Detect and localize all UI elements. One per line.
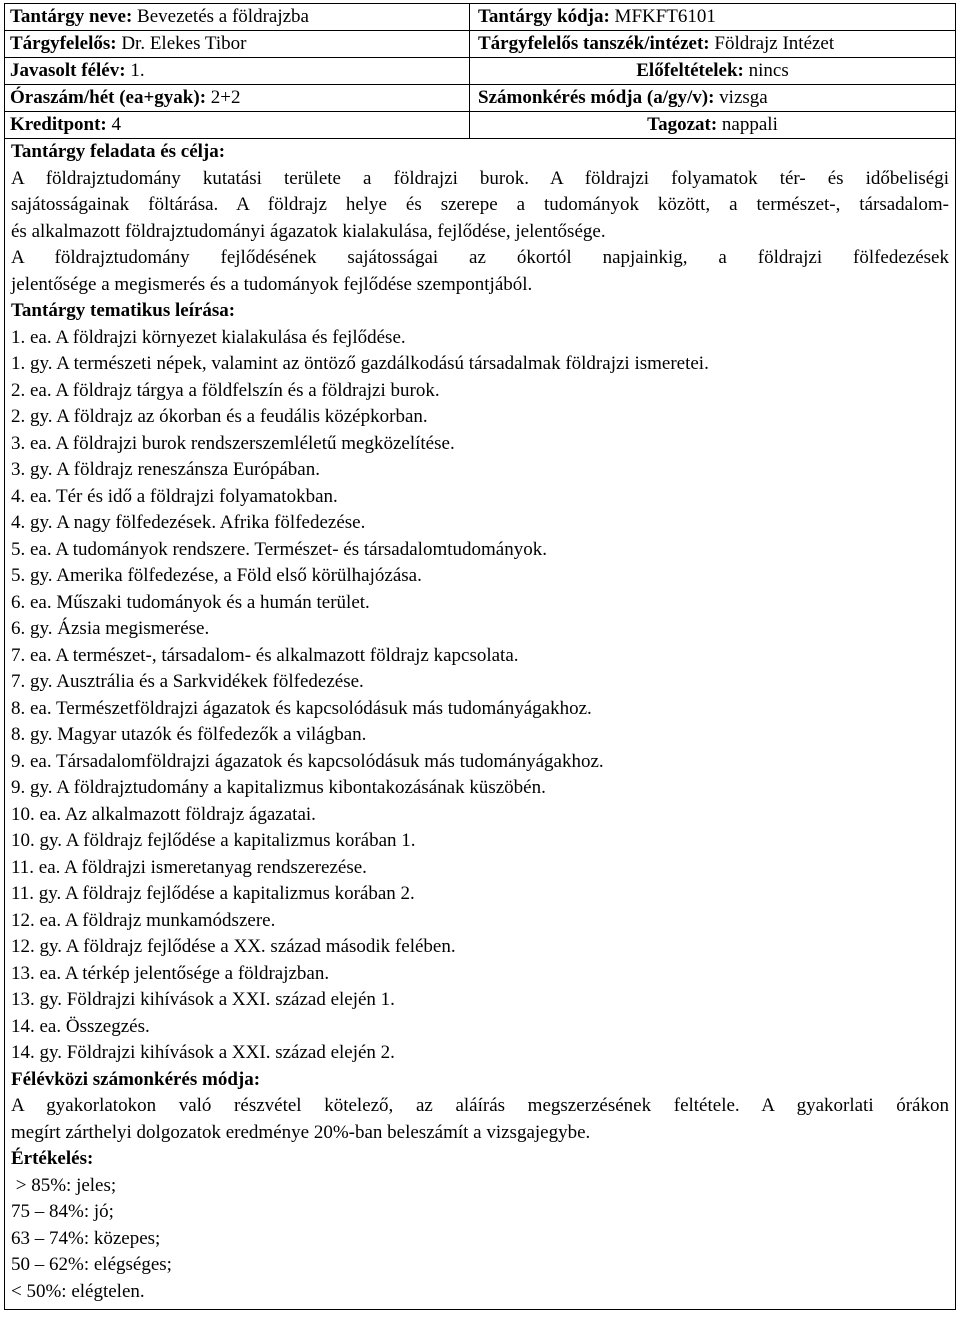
topic-item: 2. ea. A földrajz tárgya a földfelszín és a földrajzi burok. — [11, 379, 440, 401]
grading-list — [11, 1173, 949, 1306]
topic-item: 2. gy. A földrajz az ókorban és a feudális középkorban. — [11, 406, 428, 427]
credits-cell — [5, 112, 470, 138]
topic-item: 4. ea. Tér és idő a földrajzi folyamatokban. — [11, 485, 338, 507]
topic-item: 1. gy. A természeti népek, valamint az öntöző gazdálkodású társadalmak földrajzi ismeretei. — [11, 353, 709, 374]
topic-item: 5. ea. A tudományok rendszere. Természet- és társadalomtudományok. — [11, 538, 547, 560]
semester-cell — [5, 58, 470, 84]
topic-item: 7. gy. Ausztrália és a Sarkvidékek fölfedezése. — [11, 671, 364, 692]
exam-type-label: Számonkérés módja (a/gy/v): — [478, 87, 715, 108]
topic-item: 12. gy. A földrajz fejlődése a XX. század második felében. — [11, 936, 456, 957]
aim-line-5: jelentősége a megismerés és a tudományok fejlődése szempontjából. — [11, 273, 533, 295]
aim-line-4: A földrajztudomány fejlődésének sajátosságai az ókortól napjainkig, a földrajzi fölfedezések — [11, 247, 949, 268]
course-name-label: Tantárgy neve: — [10, 6, 133, 27]
grade-item-fail: < 50%: elégtelen. — [11, 1280, 145, 1302]
semester-label: Javasolt félév: — [10, 60, 126, 81]
topics-heading: Tantárgy tematikus leírása: — [11, 300, 236, 321]
topic-item: 8. gy. Magyar utazók és fölfedezők a világban. — [11, 724, 367, 745]
topic-item: 14. gy. Földrajzi kihívások a XXI. század elején 2. — [11, 1042, 395, 1063]
aim-line-1: A földrajztudomány kutatási területe a földrajzi burok. A földrajzi folyamatok tér- és időbeliségi — [11, 167, 949, 189]
prerequisites-value: nincs — [743, 60, 789, 81]
exam-type-cell — [470, 85, 955, 111]
semester-value: 1. — [125, 60, 145, 81]
midterm-line-2: megírt zárthelyi dolgozatok eredménye 20%-ban beleszámít a vizsgajegybe. — [11, 1121, 591, 1143]
topic-item: 13. ea. A térkép jelentősége a földrajzban. — [11, 962, 330, 984]
topic-item: 3. gy. A földrajz reneszánsza Európában. — [11, 459, 320, 480]
course-code-cell — [470, 4, 955, 30]
header-row-1 — [5, 4, 955, 31]
header-row-4 — [5, 85, 955, 112]
topics-list — [11, 325, 949, 1067]
grade-item-good: 75 – 84%: jó; — [11, 1201, 114, 1222]
topic-item: 11. gy. A földrajz fejlődése a kapitalizmus korában 2. — [11, 883, 415, 904]
topic-item: 10. ea. Az alkalmazott földrajz ágazatai. — [11, 803, 316, 825]
study-mode-cell — [470, 112, 955, 138]
topic-item: 7. ea. A természet-, társadalom- és alkalmazott földrajz kapcsolata. — [11, 644, 519, 666]
topic-item: 11. ea. A földrajzi ismeretanyag rendszerezése. — [11, 856, 367, 878]
topic-item: 5. gy. Amerika fölfedezése, a Föld első körülhajózása. — [11, 565, 422, 586]
prerequisites-label: Előfeltételek: — [636, 60, 744, 81]
hours-value: 2+2 — [206, 87, 241, 108]
study-mode-label: Tagozat: — [647, 114, 718, 135]
exam-type-value: vizsga — [714, 87, 768, 108]
topic-item: 13. gy. Földrajzi kihívások a XXI. század elején 1. — [11, 989, 395, 1010]
grading-heading: Értékelés: — [11, 1148, 94, 1169]
topic-item: 9. gy. A földrajztudomány a kapitalizmus kibontakozásának küszöbén. — [11, 777, 546, 798]
topic-item: 6. ea. Műszaki tudományok és a humán terület. — [11, 591, 370, 613]
topic-item: 14. ea. Összegzés. — [11, 1015, 150, 1037]
topic-item: 10. gy. A földrajz fejlődése a kapitalizmus korában 1. — [11, 830, 416, 851]
department-cell — [470, 31, 955, 57]
course-code-label: Tantárgy kódja: — [478, 6, 610, 27]
header-row-3 — [5, 58, 955, 85]
midterm-heading: Félévközi számonkérés módja: — [11, 1068, 261, 1090]
aim-line-2: sajátosságainak föltárása. A földrajz helye és szerepe a tudományok között, a természet-, társadalom- — [11, 194, 949, 215]
topic-item: 4. gy. A nagy fölfedezések. Afrika fölfedezése. — [11, 512, 366, 533]
hours-cell — [5, 85, 470, 111]
course-description-document — [4, 3, 956, 1310]
responsible-cell — [5, 31, 470, 57]
topic-item: 8. ea. Természetföldrajzi ágazatok és kapcsolódásuk más tudományágakhoz. — [11, 697, 592, 719]
grade-item-satisfactory: 63 – 74%: közepes; — [11, 1227, 161, 1249]
study-mode-value: nappali — [717, 114, 778, 135]
midterm-line-1: A gyakorlatokon való részvétel kötelező, az aláírás megszerzésének feltétele. A gyakorlati órákon — [11, 1095, 949, 1116]
header-row-5 — [5, 112, 955, 139]
course-code-value: MFKFT6101 — [609, 6, 716, 27]
topic-item: 1. ea. A földrajzi környezet kialakulása és fejlődése. — [11, 326, 406, 348]
hours-label: Óraszám/hét (ea+gyak): — [10, 87, 207, 108]
responsible-value: Dr. Elekes Tibor — [116, 33, 247, 54]
header-row-2 — [5, 31, 955, 58]
topic-item: 3. ea. A földrajzi burok rendszerszemléletű megközelítése. — [11, 432, 455, 454]
grade-item-pass: 50 – 62%: elégséges; — [11, 1254, 172, 1275]
topic-item: 12. ea. A földrajz munkamódszere. — [11, 909, 276, 931]
course-body — [5, 139, 955, 1309]
aim-heading: Tantárgy feladata és célja: — [11, 141, 226, 162]
department-value: Földrajz Intézet — [709, 33, 835, 54]
grade-item-excellent: > 85%: jeles; — [11, 1174, 117, 1196]
topic-item: 9. ea. Társadalomföldrajzi ágazatok és kapcsolódásuk más tudományágakhoz. — [11, 750, 604, 772]
topic-item: 6. gy. Ázsia megismerése. — [11, 618, 210, 639]
course-name-value: Bevezetés a földrajzba — [132, 6, 309, 27]
prerequisites-cell — [470, 58, 955, 84]
aim-line-3: és alkalmazott földrajztudományi ágazatok kialakulása, fejlődése, jelentősége. — [11, 220, 606, 242]
course-name-cell — [5, 4, 470, 30]
credits-value: 4 — [106, 114, 122, 135]
responsible-label: Tárgyfelelős: — [10, 33, 117, 54]
course-header-table — [5, 4, 955, 139]
department-label: Tárgyfelelős tanszék/intézet: — [478, 33, 710, 54]
credits-label: Kreditpont: — [10, 114, 107, 135]
